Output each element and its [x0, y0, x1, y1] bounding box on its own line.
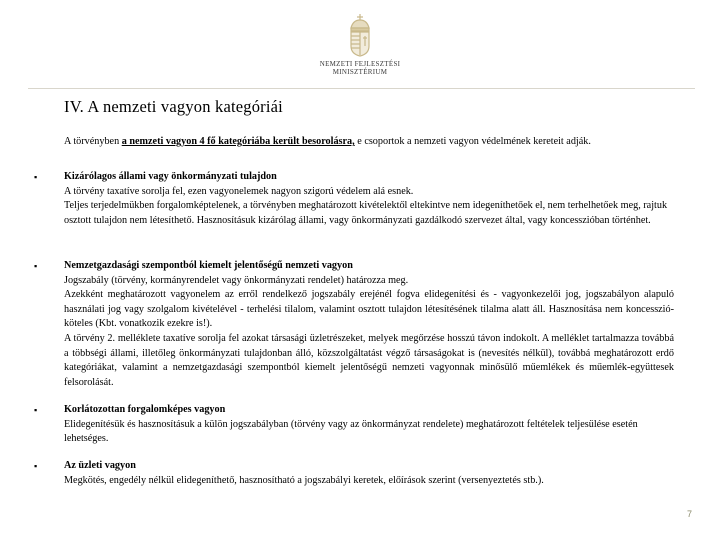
- section-paragraph: A törvény 2. melléklete taxatíve sorolja fel azokat társasági üzletrészeket, melyek megőrzése hosszú távon indokolt. A melléklet tartalmazza továbbá a többségi állami, illetőleg önkormányzati tulajdonban álló, közszolgáltatást végző társaságokat is (nevesítés nélkül), továbbá meghatározott erdő kategóriákat, valamint a nemzetgazdasági szempontból kiemelt jelentőségű nemzeti vagyonnak minősülő műemlékek és műemlék-együttesek felsorolását.: [64, 332, 674, 388]
- section-paragraph: Azekként meghatározott vagyonelem az erről rendelkező jogszabály erejénél fogva elidegenítési és - vagyonkezelői jog, jogszabályon alapuló használati jog vagy szolgalom kivételével - terhelési tilalom, valamint osztott tulajdon létesítésének tilalma alatt áll. Hasznosítása nem koncesszió-köteles (Kbt. vonatkozik ezekre is!).: [64, 289, 674, 330]
- section-restricted-assets: [34, 403, 674, 447]
- coat-of-arms-icon: [345, 14, 375, 58]
- section-paragraph: Teljes terjedelmükben forgalomképtelenek, a törvényben meghatározott kivételektől eltekintve nem idegeníthetőek el, nem terhelhetőek meg, rajtuk osztott tulajdon nem létesíthető. Hasznosításuk kizárólag állami, vagy önkormányzati gazdálkodó szervezet által, vagy koncesszióban történhet.: [64, 200, 668, 226]
- section-paragraph: Elidegenítésük és hasznosításuk a külön jogszabályban (törvény vagy az önkormányzat rendelete) meghatározott feltételek teljesülése esetén lehetséges.: [64, 418, 638, 445]
- section-heading: Kizárólagos állami vagy önkormányzati tulajdon: [64, 171, 277, 182]
- section-business-assets: [34, 459, 674, 488]
- bullet-icon: ▪: [34, 261, 38, 271]
- section-exclusive-ownership: [34, 170, 674, 228]
- section-heading: Korlátozottan forgalomképes vagyon: [64, 404, 226, 415]
- section-strategic-national-assets: [34, 259, 674, 390]
- section-heading: Nemzetgazdasági szempontból kiemelt jelentőségű nemzeti vagyon: [64, 260, 353, 271]
- section-paragraph: Jogszabály (törvény, kormányrendelet vagy önkormányzati rendelet) határozza meg.: [64, 274, 409, 286]
- section-heading: Az üzleti vagyon: [64, 460, 136, 471]
- intro-prefix: A törvényben: [64, 136, 122, 147]
- page-number: 7: [687, 509, 693, 519]
- logo-line-1: NEMZETI FEJLESZTÉSI: [319, 60, 401, 68]
- header-divider: [28, 88, 695, 89]
- bullet-icon: ▪: [34, 461, 38, 471]
- slide-title: IV. A nemzeti vagyon kategóriái: [64, 97, 283, 116]
- logo-line-2: MINISZTÉRIUM: [332, 68, 388, 76]
- bullet-icon: ▪: [34, 405, 38, 415]
- intro-underlined: a nemzeti vagyon 4 fő kategóriába került besorolásra,: [121, 136, 355, 147]
- intro-suffix: e csoportok a nemzeti vagyon védelmének kereteit adják.: [354, 136, 591, 147]
- logo-text: [320, 60, 401, 76]
- ministry-logo: [300, 0, 420, 88]
- bullet-icon: ▪: [34, 172, 38, 182]
- intro-text: [64, 136, 704, 147]
- section-paragraph: Megkötés, engedély nélkül elidegeníthető, hasznosítható a jogszabályi keretek, előírások szerint (versenyeztetés stb.).: [64, 474, 544, 486]
- section-paragraph: A törvény taxatíve sorolja fel, ezen vagyonelemek nagyon szigorú védelem alá esnek.: [64, 185, 414, 197]
